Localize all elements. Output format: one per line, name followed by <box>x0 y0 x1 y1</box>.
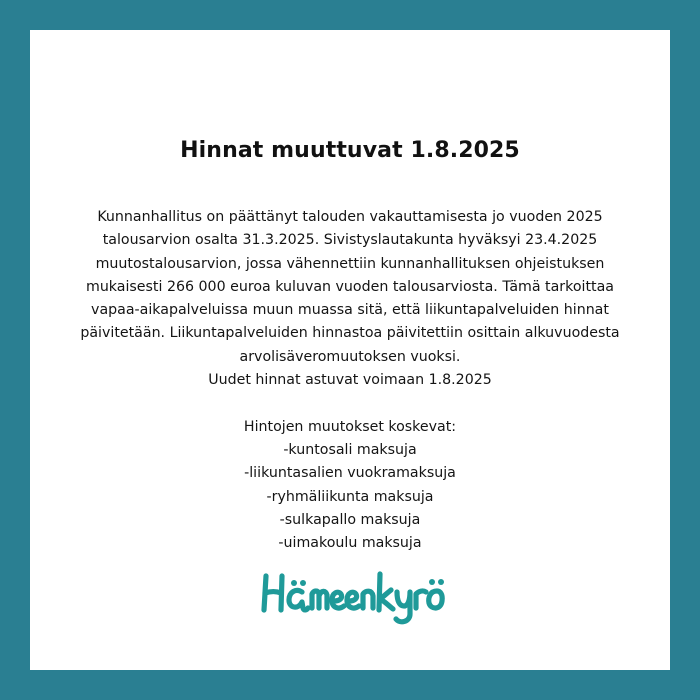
logo-dots <box>291 579 444 586</box>
list-item: -kuntosali maksuja <box>283 441 417 458</box>
paragraph-line: Kunnanhallitus on päättänyt talouden vakauttamisesta jo vuoden 2025 <box>97 209 603 225</box>
list-item: -ryhmäliikunta maksuja <box>266 488 434 505</box>
page-title: Hinnat muuttuvat 1.8.2025 <box>180 138 520 163</box>
paragraph-line: arvolisäveromuutoksen vuoksi. <box>239 348 461 365</box>
announcement-body <box>70 206 630 555</box>
logo-lettering <box>264 574 442 622</box>
municipality-logo <box>30 558 670 638</box>
hameenkyro-logo <box>250 558 450 638</box>
spacer <box>70 392 630 415</box>
paragraph-line: talousarvion osalta 31.3.2025. Sivistyslautakunta hyväksyi 23.4.2025 <box>102 232 598 249</box>
paragraph-line: vapaa-aikapalveluissa muun muassa sitä, että liikuntapalveluiden hinnat <box>91 302 609 319</box>
paragraph-line: mukaisesti 266 000 euroa kuluvan vuoden talousarviosta. Tämä tarkoittaa <box>86 278 614 295</box>
list-item: -liikuntasalien vuokramaksuja <box>244 465 456 482</box>
paragraph-line: päivitetään. Liikuntapalveluiden hinnastoa päivitettiin osittain alkuvuodesta <box>80 325 620 342</box>
announcement-card <box>30 30 670 670</box>
paragraph-line: muutostalousarvion, jossa vähennettiin kunnanhallituksen ohjeistuksen <box>95 255 605 272</box>
list-item: -uimakoulu maksuja <box>278 535 422 552</box>
list-item: -sulkapallo maksuja <box>279 511 421 528</box>
effective-date-line: Uudet hinnat astuvat voimaan 1.8.2025 <box>208 372 492 389</box>
list-heading: Hintojen muutokset koskevat: <box>243 418 457 435</box>
